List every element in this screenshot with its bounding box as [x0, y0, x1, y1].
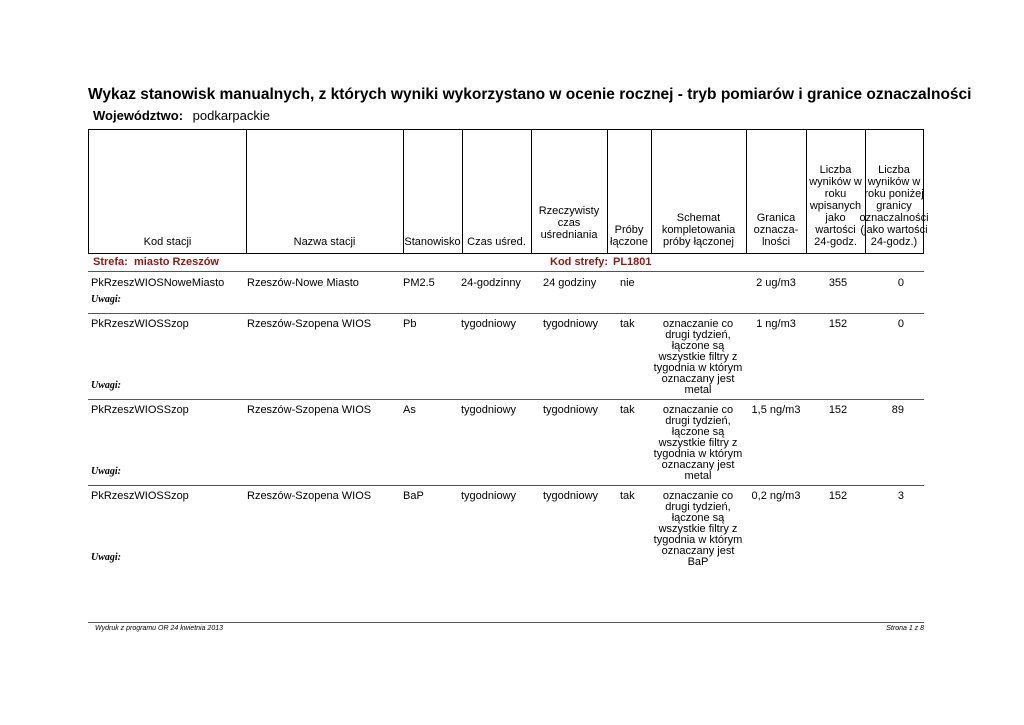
cell-schemat: oznaczanie co drugi tydzień, łączone są wszystkie filtry z tygodnia w którym oznaczany jest metal	[653, 318, 743, 396]
cell-kod: PkRzeszWIOSSzop	[91, 318, 189, 330]
divider	[88, 271, 924, 272]
cell-stanowisko: PM2.5	[403, 277, 435, 289]
cell-nazwa: Rzeszów-Nowe Miasto	[247, 277, 359, 289]
cell-granica: 0,2 ng/m3	[751, 490, 801, 502]
cell-ponizej: 3	[897, 490, 904, 502]
cell-rzeczywisty: 24 godziny	[543, 277, 597, 289]
cell-stanowisko: As	[403, 404, 416, 416]
divider	[88, 399, 924, 400]
col-header-kod-stacji: Kod stacji	[143, 236, 192, 248]
cell-proby: tak	[620, 490, 635, 502]
footer-print-info: Wydruk z programu OR 24 kwietnia 2013	[95, 625, 223, 632]
zone-code: PL1801	[613, 256, 652, 268]
col-header-rzeczywisty-czas: Rzeczywisty czas uśredniania	[538, 205, 600, 241]
cell-granica: 1,5 ng/m3	[751, 404, 801, 416]
cell-proby: tak	[620, 318, 635, 330]
cell-rzeczywisty: tygodniowy	[543, 404, 599, 416]
uwagi-label: Uwagi:	[91, 466, 121, 477]
cell-liczba: 152	[828, 318, 848, 330]
uwagi-label: Uwagi:	[91, 294, 121, 305]
cell-nazwa: Rzeszów-Szopena WIOS	[247, 490, 372, 502]
cell-ponizej: 0	[897, 277, 904, 289]
zone-name: miasto Rzeszów	[134, 256, 219, 268]
cell-czas: 24-godzinny	[461, 277, 521, 289]
col-header-czas-usred: Czas uśred.	[467, 236, 526, 248]
cell-schemat: oznaczanie co drugi tydzień, łączone są wszystkie filtry z tygodnia w którym oznaczany jest metal	[653, 404, 743, 482]
cell-stanowisko: BaP	[403, 490, 424, 502]
col-header-liczba-wynikow: Liczba wyników w roku wpisanych jako wartości 24-godz.	[809, 164, 862, 248]
col-header-nazwa-stacji: Nazwa stacji	[293, 236, 356, 248]
zone-row	[88, 254, 924, 271]
footer-page-number: Strona 1 z 8	[886, 625, 924, 632]
cell-stanowisko: Pb	[403, 318, 417, 330]
cell-schemat: oznaczanie co drugi tydzień, łączone są wszystkie filtry z tygodnia w którym oznaczany jest BaP	[653, 490, 743, 568]
cell-granica: 2 ug/m3	[756, 277, 796, 289]
col-header-stanowisko: Stanowisko	[404, 236, 461, 248]
region-value: podkarpackie	[192, 108, 270, 123]
cell-liczba: 355	[828, 277, 848, 289]
cell-proby: nie	[620, 277, 635, 289]
footer-divider	[88, 622, 924, 623]
cell-kod: PkRzeszWIOSSzop	[91, 490, 189, 502]
cell-czas: tygodniowy	[461, 318, 517, 330]
zone-code-label: Kod strefy:	[550, 256, 609, 268]
cell-kod: PkRzeszWIOSSzop	[91, 404, 189, 416]
cell-rzeczywisty: tygodniowy	[543, 490, 599, 502]
col-header-proby-laczone: Próby łączone	[610, 224, 648, 248]
col-header-liczba-ponizej: Liczba wyników w roku poniżej granicy oznaczalności (jako wartości 24-godz.)	[859, 164, 929, 248]
cell-rzeczywisty: tygodniowy	[543, 318, 599, 330]
divider	[88, 485, 924, 486]
cell-granica: 1 ng/m3	[756, 318, 796, 330]
cell-czas: tygodniowy	[461, 404, 517, 416]
region-line	[93, 108, 270, 123]
cell-kod: PkRzeszWIOSNoweMiasto	[91, 277, 225, 289]
cell-nazwa: Rzeszów-Szopena WIOS	[247, 404, 372, 416]
cell-czas: tygodniowy	[461, 490, 517, 502]
cell-ponizej: 0	[897, 318, 904, 330]
cell-nazwa: Rzeszów-Szopena WIOS	[247, 318, 372, 330]
col-header-schemat: Schemat kompletowania próby łączonej	[661, 212, 736, 248]
uwagi-label: Uwagi:	[91, 380, 121, 391]
uwagi-label: Uwagi:	[91, 552, 121, 563]
cell-proby: tak	[620, 404, 635, 416]
page-title: Wykaz stanowisk manualnych, z których wyniki wykorzystano w ocenie rocznej - tryb pomiarów i granice oznaczalności	[88, 86, 972, 103]
divider	[88, 313, 924, 314]
region-label: Województwo:	[93, 108, 184, 123]
cell-liczba: 152	[828, 404, 848, 416]
zone-label: Strefa:	[93, 256, 128, 268]
cell-ponizej: 89	[891, 404, 904, 416]
cell-liczba: 152	[828, 490, 848, 502]
col-header-granica: Granica oznacza-lności	[753, 212, 799, 248]
column-header-table	[88, 129, 929, 254]
